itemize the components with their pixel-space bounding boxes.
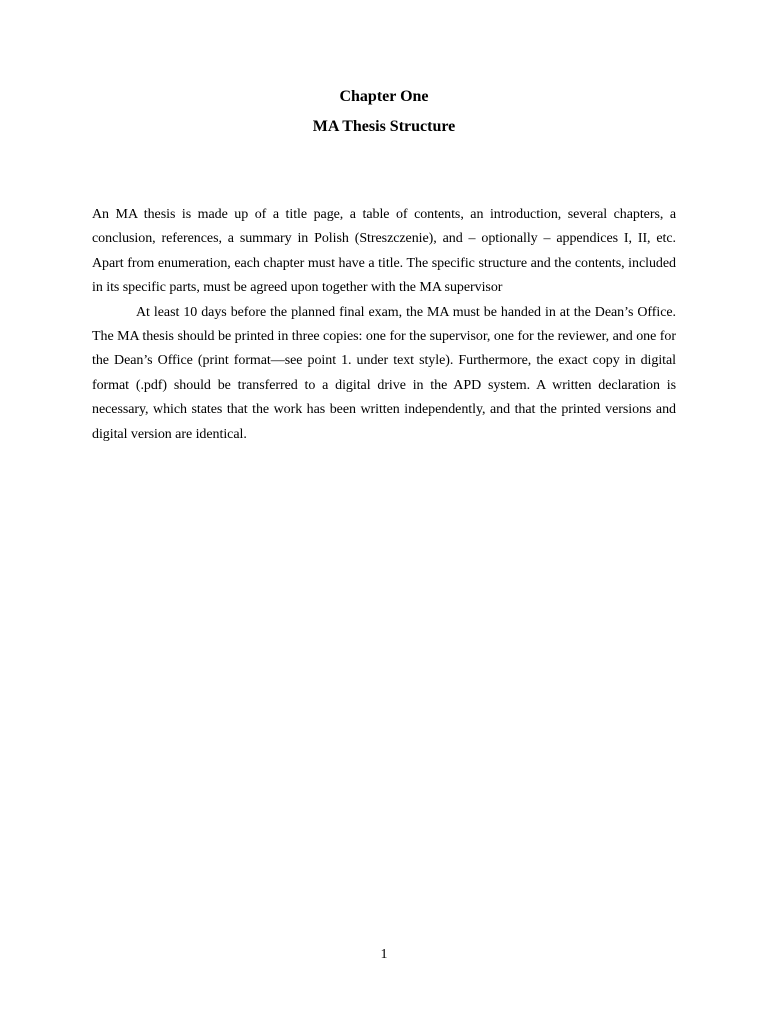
page-number: 1 (380, 947, 388, 962)
paragraph-intro: An MA thesis is made up of a title page, a table of contents, an introduction, several chapters, a conclusion, references, a summary in Polish (Streszczenie), and – optionally – appendices I, II, etc. Apart from enumeration, each chapter must have a title. The specific structure and the contents, included in its specific parts, must be agreed upon together with the MA supervisor (92, 207, 676, 296)
paragraph-submission: At least 10 days before the planned final exam, the MA must be handed in at the Dean’s Office. The MA thesis should be printed in three copies: one for the supervisor, one for the reviewer, and one for the Dean’s Office (print format—see point 1. under text style). Furthermore, the exact copy in digital format (.pdf) should be transferred to a digital drive in the APD system. A written declaration is necessary, which states that the work has been written independently, and that the printed versions and digital version are identical. (92, 304, 676, 442)
body-text (92, 203, 676, 447)
chapter-label: Chapter One (339, 88, 429, 105)
chapter-title: MA Thesis Structure (312, 118, 456, 135)
